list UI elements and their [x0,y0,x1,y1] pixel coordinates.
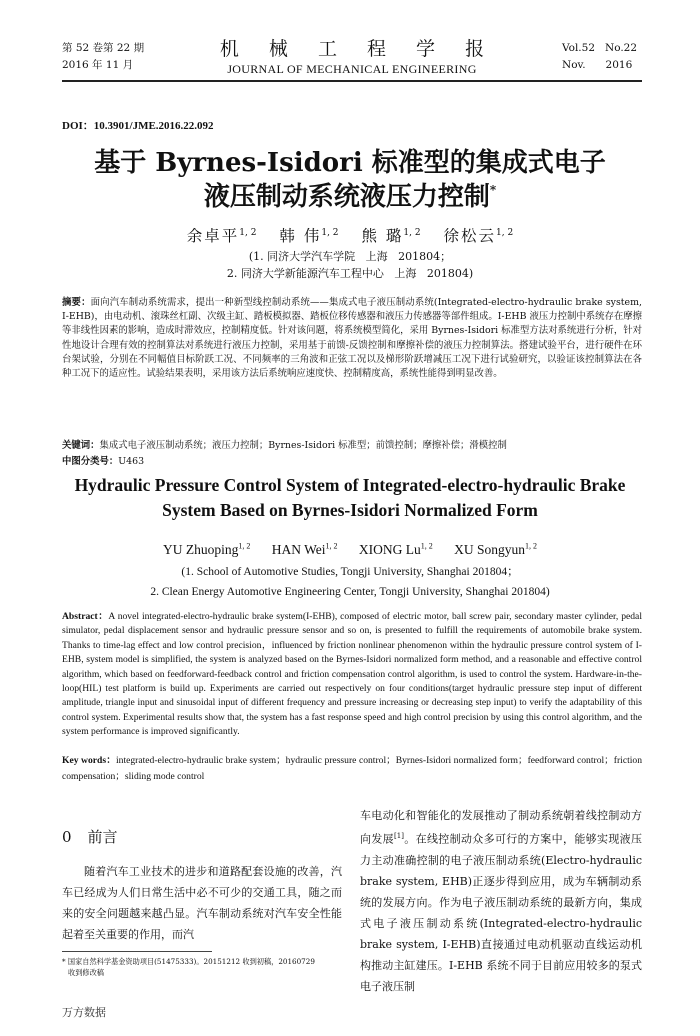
author-en: XIONG Lu$^{1, 2}$ [358,541,433,557]
footnote [62,956,342,978]
body-column-left [62,812,342,945]
abstract-en-label: Abstract： [62,611,109,622]
author-en: YU Zhuoping$^{1, 2}$ [162,541,251,557]
body-column-right [360,805,642,997]
affiliation-cn-2: 2. 同济大学新能源汽车工程中心 上海 201804) [226,267,474,280]
authors-en [0,541,700,558]
wanfang-watermark: 万方数据 [62,1006,106,1019]
journal-header [62,38,642,82]
header-volume-en: Vol.52 No.22 [562,42,638,54]
section-number: 0 [62,828,72,846]
author-cn: 韩 伟$^{1, 2}$ [279,227,339,245]
title-cn-line1: 基于 Byrnes-Isidori 标准型的集成式电子 [94,148,606,178]
header-date-cn: 2016 年 11 月 [62,59,134,71]
header-date-en: Nov. 2016 [562,59,633,71]
title-en-line1: Hydraulic Pressure Control System of Integrated-electro-hydraulic Brake [74,475,626,495]
title-cn [40,146,660,214]
keywords-cn-text: 集成式电子液压制动系统；液压力控制；Byrnes-Isidori 标准型；前馈控制；摩擦补偿；滑模控制 [99,440,507,451]
title-en-line2: System Based on Byrnes-Isidori Normalized Form [162,500,538,520]
abstract-cn-label: 摘要： [62,297,91,308]
title-en [40,473,660,523]
journal-name-en: JOURNAL OF MECHANICAL ENGINEERING [227,62,477,76]
affiliations-cn [0,248,700,282]
body-paragraph-right: 车电动化和智能化的发展推动了制动系统朝着线控制动方向发展[1]。在线控制动众多可行的方案中，能够实现液压力主动准确控制的电子液压制动系统(Electro-hydraulic brake system, EHB)正逐步得到应用，成为车辆制动系统的发展方向。作为电子液压制动系统的最新方向，集成式电子液压制动系统(Integrated-electro-hydraulic brake system, I-EHB)直接通过电动机驱动直线运动机构推动主缸建压。I-EHB 系统不同于目前应用较多的泵式电子液压制 [360,809,643,993]
keywords-cn-label: 关键词： [62,440,100,451]
body-paragraph-left: 随着汽车工业技术的进步和道路配套设施的改善，汽车已经成为人们日常生活中必不可少的交通工具，随之而来的安全问题越来越凸显。汽车制动系统对汽车安全性能起着至关重要的作用，而汽 [62,865,342,941]
keywords-en-label: Key words： [62,755,116,766]
citation-ref: [1] [394,832,404,840]
author-cn: 熊 璐$^{1, 2}$ [361,227,421,245]
header-volume-cn: 第 52 卷第 22 期 [62,42,145,54]
author-cn: 徐松云$^{1, 2}$ [443,227,514,245]
affiliations-en [0,562,700,602]
affiliation-en-1: (1. School of Automotive Studies, Tongji University, Shanghai 201804； [181,566,519,578]
footnote-line2: 收到修改稿 [68,968,104,977]
author-cn: 余卓平$^{1, 2}$ [186,227,257,245]
title-footnote-mark: * [489,183,497,197]
title-cn-line2: 液压制动系统液压力控制* [203,182,497,212]
doi: DOI：10.3901/JME.2016.22.092 [62,120,214,132]
author-en: HAN Wei$^{1, 2}$ [271,541,338,557]
header-issue-en [562,40,642,74]
abstract-en-text: A novel integrated-electro-hydraulic brake system(I-EHB), composed of electric motor, ball screw pair, secondary master cylinder, pedal simulator, pedal displacement sensor and hydraulic pressure sensor and so on, is presented to fulfill the requirements of automobile brake system. Thanks to time-lag effect and low control precision，influenced by friction nonlinear phenomenon within the hydraulic pressure control system of I-EHB, system model is simplified, the system is analyzed based on the Byrnes-Isidori normalized form method, and a reasonable and effective control algorithm, which based on feedforward-feedback control and friction compensation control algorithm, is used to control the system. Hardware-in-the-loop(HIL) test platform is build up. Experiments are carried out respectively on four conditions(target hydraulic pressure step input of different amplitude, triangle input and sinusoidal input of different frequency and pressure increasing or decreasing step input) to verify the adaptability of this control system. Experimental results show that, the system has a fast response speed and high control precision by using this control algorithm, and the system performance is improved significantly. [62,611,642,738]
authors-cn [0,224,700,246]
journal-name-cn: 机 械 工 程 学 报 [219,38,497,60]
abstract-cn [62,296,642,381]
classification-cn-label: 中图分类号： [62,456,119,467]
section-heading [62,826,342,847]
abstract-en [62,610,642,740]
keywords-en [62,753,642,785]
classification-cn [62,454,642,469]
keywords-cn [62,438,642,453]
affiliation-cn-1: (1. 同济大学汽车学院 上海 201804； [248,250,452,263]
keywords-en-text: integrated-electro-hydraulic brake system；hydraulic pressure control；Byrnes-Isidori normalized form；feedforward control；friction compensation；sliding mode control [62,755,643,782]
abstract-cn-text: 面向汽车制动系统需求，提出一种新型线控制动系统——集成式电子液压制动系统(Integrated-electro-hydraulic brake system, I-EHB)，由电动机、滚珠丝杠副、次级主缸、踏板模拟器、踏板位移传感器和液压力传感器等部件组成。I-EHB 液压力控制中系统存在摩擦等非线性因素的影响，造成时滞效应，控制精度低。针对该问题，将系统模型简化，采用 Byrnes-Isidori 标准型方法对系统进行分析，针对性地设计合理有效的控制算法对系统进行液压力控制，采用基于前馈-反馈控制和摩擦补偿的液压力控制算法。搭建试验平台，进行硬件在环台架试验，分别在不同幅值目标阶跃工况、不同频率的三角波和正弦工况以及梯形阶跃增减压工况下进行试验研究，以验证该控制算法在各种工况下的适应性。试验结果表明，采用该方法后系统响应速度快、控制精度高，系统性能得到明显改善。 [62,297,642,380]
author-en: XU Songyun$^{1, 2}$ [454,541,538,557]
header-journal-name [62,38,642,78]
affiliation-en-2: 2. Clean Energy Automotive Engineering Center, Tongji University, Shanghai 201804) [150,586,550,598]
footnote-rule [62,951,212,952]
section-title: 前言 [87,828,118,846]
footnote-line1: * 国家自然科学基金资助项目(51475333)。20151212 收到初稿，20160729 [62,957,315,966]
classification-cn-text: U463 [118,456,145,467]
